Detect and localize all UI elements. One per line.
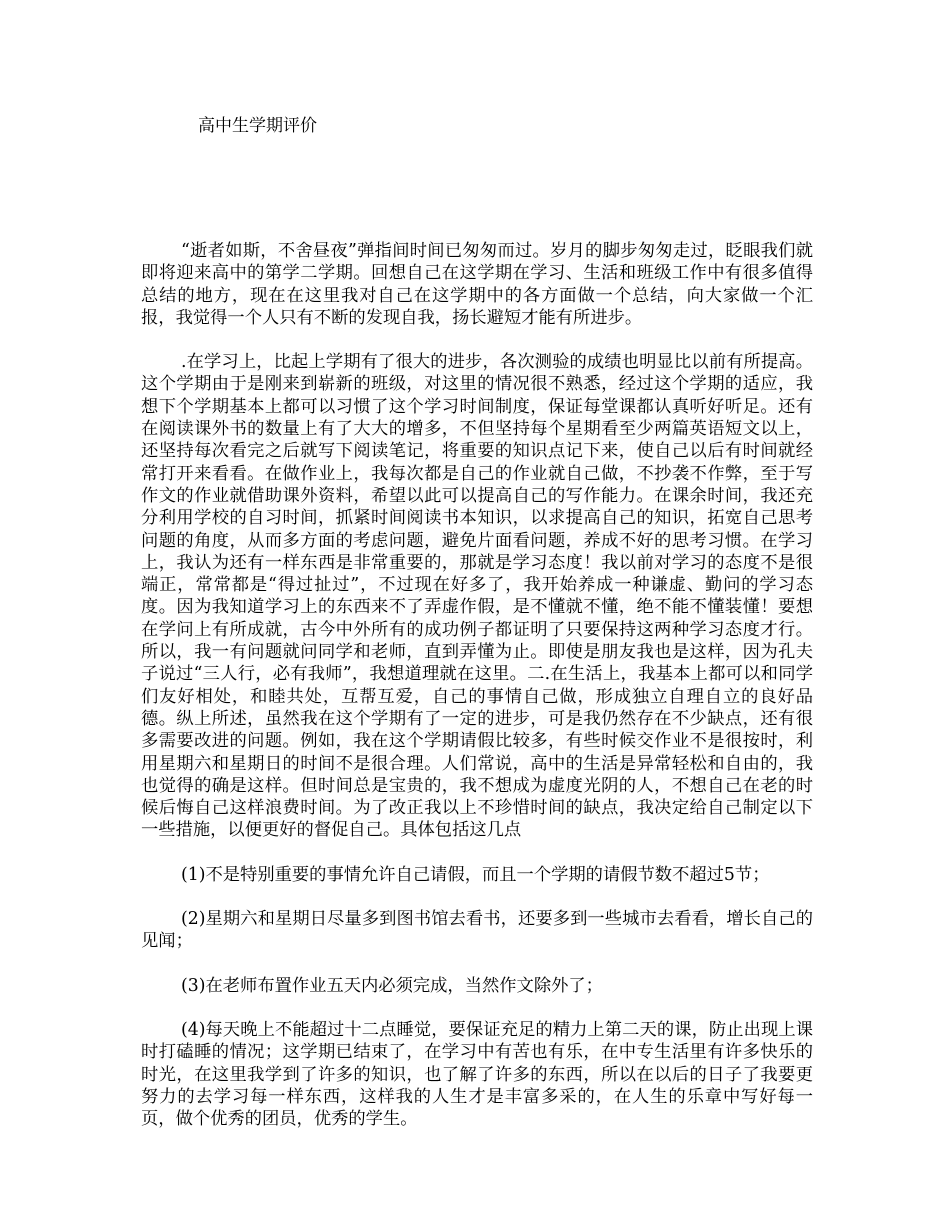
paragraph-measure-2: (2)星期六和星期日尽量多到图书馆去看书，还要多到一些城市去看看，增长自己的见闻； — [141, 909, 813, 952]
document-title: 高中生学期评价 — [198, 116, 317, 136]
paragraph-measure-3: (3)在老师布置作业五天内必须完成，当然作文除外了； — [181, 975, 603, 996]
paragraph-study-and-life: .在学习上，比起上学期有了很大的进步，各次测验的成绩也明显比以前有所提高。这个学期由于是刚来到崭新的班级，对这里的情况很不熟悉，经过这个学期的适应，我想下个学期基本上都可以习惯了这个学习时间制度，保证每堂课都认真听好听足。还有在阅读课外书的数量上有了大大的增多，不但坚持每个星期看至少两篇英语短文以上，还坚持每次看完之后就写下阅读笔记，将重要的知识点记下来，使自己以后有时间就经常打开来看看。在做作业上，我每次都是自己的作业就自己做，不抄袭不作弊，至于写作文的作业就借助课外资料，希望以此可以提高自己的写作能力。在课余时间，我还充分利用学校的自习时间，抓紧时间阅读书本知识，以求提高自己的知识，拓宽自己思考问题的角度，从而多方面的考虑问题，避免片面看问题，养成不好的思考习惯。在学习上，我认为还有一样东西是非常重要的，那就是学习态度！我以前对学习的态度不是很端正，常常都是“得过扯过”，不过现在好多了，我开始养成一种谦虚、勤问的学习态度。因为我知道学习上的东西来不了弄虚作假，是不懂就不懂，绝不能不懂装懂！要想在学问上有所成就，古今中外所有的成功例子都证明了只要保持这两种学习态度才行。所以，我一有问题就问同学和老师，直到弄懂为止。即使是朋友我也是这样，因为孔夫子说过“三人行，必有我师”，我想道理就在这里。二.在生活上，我基本上都可以和同学们友好相处，和睦共处，互帮互爱，自己的事情自己做，形成独立自理自立的良好品德。纵上所述，虽然我在这个学期有了一定的进步，可是我仍然存在不少缺点，还有很多需要改进的问题。例如，我在这个学期请假比较多，有些时候交作业不是很按时，利用星期六和星期日的时间不是很合理。人们常说，高中的生活是异常轻松和自由的，我也觉得的确是这样。但时间总是宝贵的，我不想成为虚度光阴的人，不想自己在老的时候后悔自己这样浪费时间。为了改正我以上不珍惜时间的缺点，我决定给自己制定以下一些措施，以便更好的督促自己。具体包括这几点 — [141, 352, 813, 841]
document-body — [141, 240, 813, 1152]
paragraph-measure-4-conclusion: (4)每天晚上不能超过十二点睡觉，要保证充足的精力上第二天的课，防止出现上课时打磕睡的情况；这学期已结束了，在学习中有苦也有乐，在中专生活里有许多快乐的时光，在这里我学到了许多的知识，也了解了许多的东西，所以在以后的日子了我要更努力的去学习每一样东西，这样我的人生才是丰富多采的，在人生的乐章中写好每一页，做个优秀的团员，优秀的学生。 — [141, 1019, 813, 1130]
paragraph-measure-1: (1)不是特别重要的事情允许自己请假，而且一个学期的请假节数不超过5节； — [181, 864, 770, 885]
paragraph-intro: “逝者如斯，不舍昼夜”弹指间时间已匆匆而过。岁月的脚步匆匆走过，眨眼我们就即将迎来高中的第学二学期。回想自己在这学期在学习、生活和班级工作中有很多值得总结的地方，现在在这里我对自己在这学期中的各方面做一个总结，向大家做一个汇报，我觉得一个人只有不断的发现自我，扬长避短才能有所进步。 — [141, 241, 813, 328]
